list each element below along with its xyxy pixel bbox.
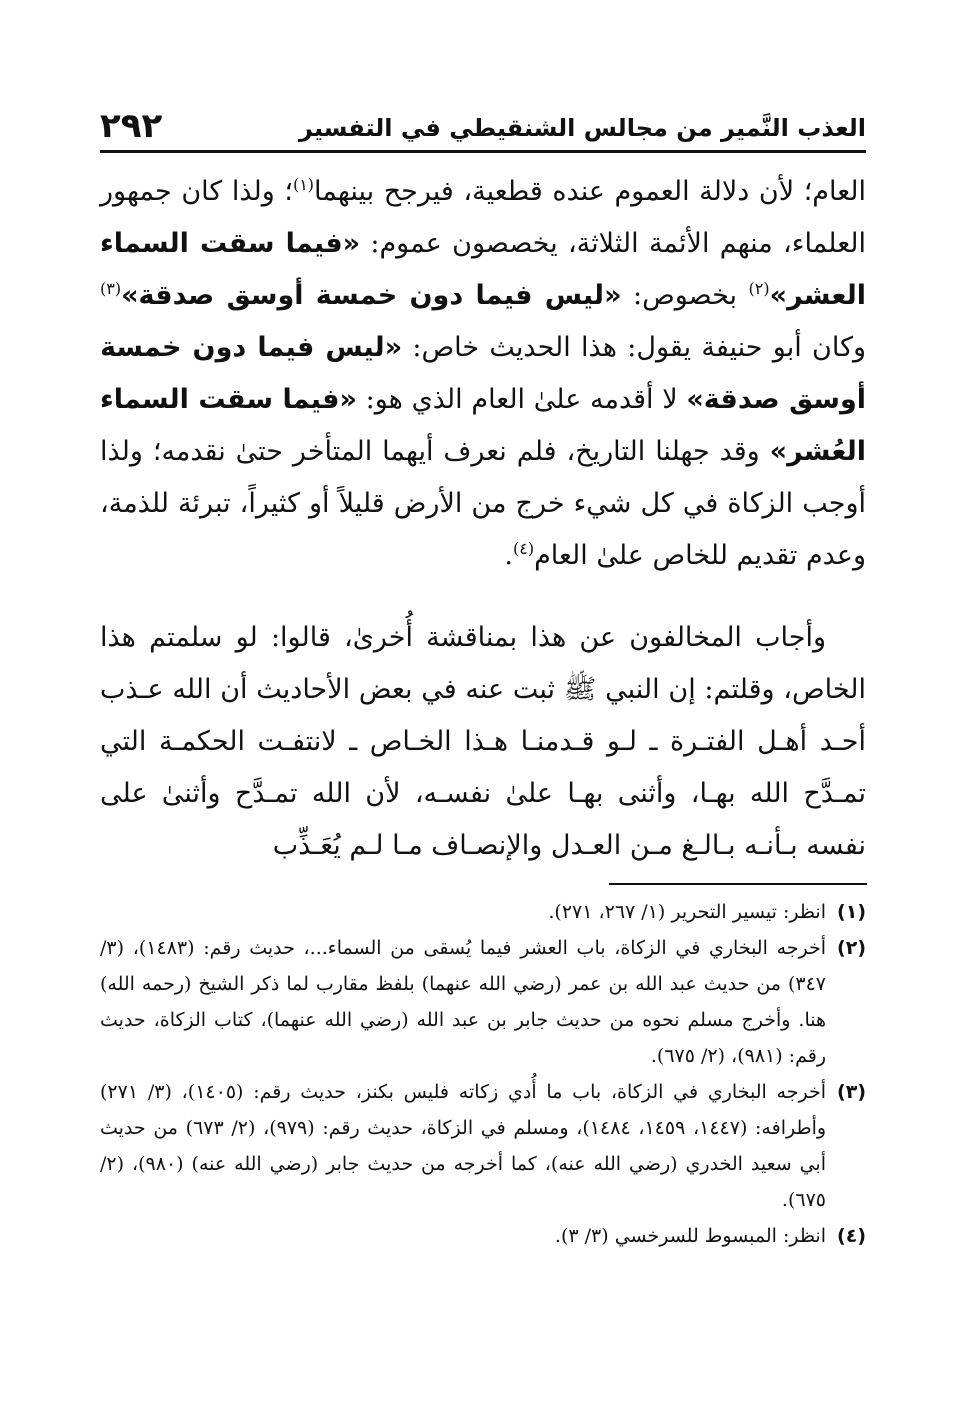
- footnote-ref-3[interactable]: (٣): [100, 279, 122, 298]
- footnote-number: (١): [837, 901, 866, 923]
- footnote-2: [100, 930, 866, 1074]
- footnote-3: [100, 1074, 866, 1218]
- running-title: العذب النَّمير من مجالس الشنقيطي في التفسير: [299, 114, 866, 142]
- text-run: العام؛ لأن دلالة العموم عنده قطعية، فيرجح بينهما: [314, 176, 866, 207]
- footnote-number: (٣): [837, 1081, 866, 1103]
- hadith-quote-4: «فيما سقت السماء العُشر»: [100, 384, 866, 467]
- footnote-ref-1[interactable]: (١): [292, 175, 315, 194]
- text-run: وكان أبو حنيفة يقول: هذا الحديث خاص:: [402, 332, 866, 363]
- footnote-rule: [609, 883, 867, 885]
- hadith-quote-1: «فيما سقت السماء العشر»: [100, 228, 866, 311]
- footnote-4: [100, 1218, 866, 1254]
- footnote-text: أخرجه البخاري في الزكاة، باب ما أُدي زكاته فليس بكنز، حديث رقم: (١٤٠٥)، (٣/ ٢٧١) وأطرافه: (١٤٤٧، ١٤٥٩، ١٤٨٤)، ومسلم في الزكاة، حديث رقم: (٩٧٩)، (٢/ ٦٧٣) من حديث أبي سعيد الخدري (رضي الله عنه)، كما أخرجه من حديث جابر (رضي الله عنه) (٩٨٠)، (٢/ ٦٧٥).: [100, 1081, 827, 1211]
- text-run: لا أقدمه علىٰ العام الذي هو:: [356, 384, 687, 415]
- paragraph-1: [100, 166, 866, 582]
- footnote-number: (٢): [837, 937, 866, 959]
- hadith-quote-2: «ليس فيما دون خمسة أوسق صدقة»: [121, 280, 622, 311]
- footnote-1: [100, 894, 866, 930]
- footnote-text: انظر: المبسوط للسرخسي (٣/ ٣).: [554, 1225, 826, 1247]
- main-text: [100, 166, 866, 872]
- paragraph-2: وأجاب المخالفون عن هذا بمناقشة أُخرىٰ، قالوا: لو سلمتم هذا الخاص، وقلتم: إن النبي ﷺ ثبت عنه في بعض الأحاديث أن الله عـذب أحـد أهـل الفتـرة ـ لـو قـدمنـا هـذا الخـاص ـ لانتفـت الحكمـة التي تمـدَّح الله بهـا، وأثنى بهـا علىٰ نفسـه، لأن الله تمـدَّح وأثنىٰ على نفسه بـأنـه بـالـغ مـن العـدل والإنصـاف مـا لـم يُعَـذِّب: [100, 622, 867, 861]
- footnote-text: انظر: تيسير التحرير (١/ ٢٦٧، ٢٧١).: [548, 901, 826, 923]
- footnote-number: (٤): [837, 1225, 866, 1247]
- text-run: .: [504, 540, 513, 571]
- page-header: [100, 92, 866, 148]
- footnote-ref-4[interactable]: (٤): [512, 539, 535, 558]
- footnotes: [100, 894, 866, 1254]
- footnote-text: أخرجه البخاري في الزكاة، باب العشر فيما يُسقى من السماء...، حديث رقم: (١٤٨٣)، (٣/ ٣٤٧) من حديث عبد الله بن عمر (رضي الله عنهما) بلفظ مقارب لما ذكر الشيخ (رحمه الله) هنا. وأخرج مسلم نحوه من حديث جابر بن عبد الله (رضي الله عنهما)، كتاب الزكاة، حديث رقم: (٩٨١)، (٢/ ٦٧٥).: [100, 937, 827, 1067]
- page-number: ٢٩٢: [100, 106, 163, 146]
- hadith-quote-3: «ليس فيما دون خمسة أوسق صدقة»: [100, 332, 866, 415]
- text-run: بخصوص:: [621, 280, 749, 311]
- footnote-ref-2[interactable]: (٢): [748, 279, 770, 298]
- text-run: وقد جهلنا التاريخ، فلم نعرف أيهما المتأخر حتىٰ نقدمه؛ ولذا أوجب الزكاة في كل شيء خرج من الأرض قليلاً أو كثيراً، تبرئة للذمة، وعدم تقديم للخاص علىٰ العام: [100, 436, 866, 571]
- text-run: ؛ ولذا كان جمهور العلماء، منهم الأئمة الثلاثة، يخصصون عموم:: [100, 176, 866, 259]
- header-rule: [100, 150, 866, 153]
